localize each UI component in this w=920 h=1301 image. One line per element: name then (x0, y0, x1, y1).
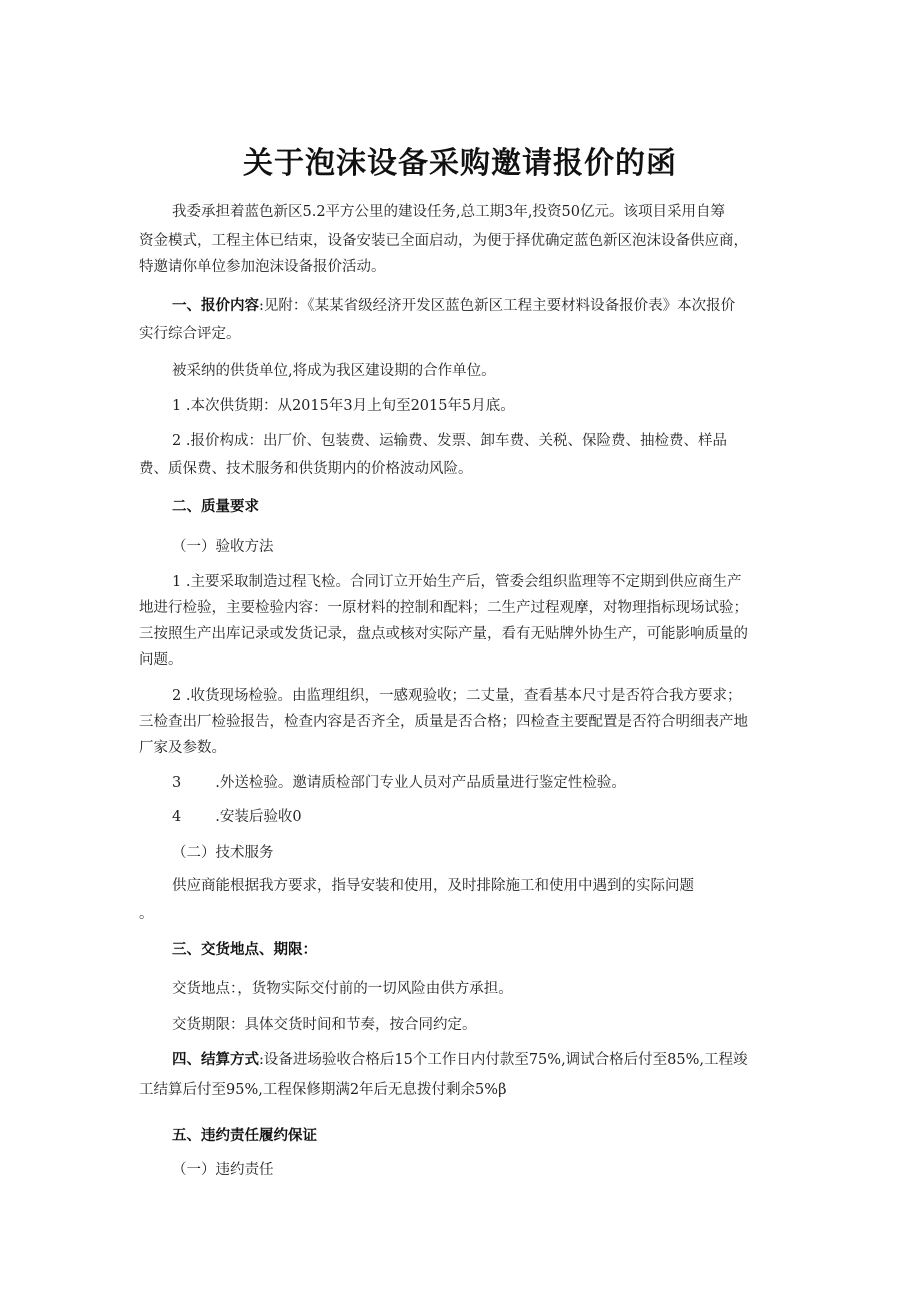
section-5-subheading-1: （一）违约责任 (172, 1162, 274, 1178)
intro-line-1: 我委承担着蓝色新区5.2平方公里的建设任务,总工期3年,投资50亿元。该项目采用自筹 (172, 204, 725, 220)
section-2-item-3-number: 3 (172, 775, 182, 791)
section-3-place: 交货地点：，货物实际交付前的一切风险由供方承担。 (172, 981, 513, 997)
section-2-item-4-number: 4 (172, 809, 182, 825)
section-3-period: 交货期限：具体交货时间和节奏，按合同约定。 (172, 1017, 477, 1033)
section-2-tech-line-1: 供应商能根据我方要求，指导安装和使用，及时排除施工和使用中遇到的实际问题 (172, 878, 694, 894)
section-1-item-1: 1 .本次供货期：从2015年3月上旬至2015年5月底。 (172, 398, 515, 414)
section-2-tech-line-2: 。 (139, 906, 154, 922)
section-4-line-1 (172, 1050, 792, 1070)
section-2-heading: 二、质量要求 (172, 499, 259, 515)
section-1-text: :见附：《某某省级经济开发区蓝色新区工程主要材料设备报价表》本次报价 (259, 298, 736, 314)
section-2-item-1-line-2: 地进行检验，主要检验内容：一原材料的控制和配料；二生产过程观摩，对物理指标现场试验； (139, 600, 748, 616)
document-title: 关于泡沫设备采购邀请报价的函 (243, 146, 677, 181)
section-5-heading: 五、违约责任履约保证 (172, 1128, 317, 1144)
section-3-heading: 三、交货地点、期限： (172, 942, 317, 958)
section-4-text: :设备进场验收合格后15个工作日内付款至75%,调试合格后付至85%,工程竣 (259, 1052, 748, 1068)
section-2-item-2-line-1: 2 .收货现场检验。由监理组织，一感观验收；二丈量，查看基本尺寸是否符合我方要求； (172, 688, 742, 704)
section-1-line-2: 实行综合评定。 (139, 326, 241, 342)
section-1-item-2-line-2: 费、质保费、技术服务和供货期内的价格波动风险。 (139, 461, 473, 477)
section-2-subheading-2: （二）技术服务 (172, 845, 274, 861)
section-2-item-1-line-4: 问题。 (139, 652, 183, 668)
section-2-item-3 (172, 773, 792, 793)
section-1-item-2-line-1: 2 .报价构成：出厂价、包装费、运输费、发票、卸车费、关税、保险费、抽检费、样品 (172, 433, 727, 449)
section-4-label: 四、结算方式 (172, 1052, 259, 1068)
section-2-item-1-line-1: 1 .主要采取制造过程飞检。合同订立开始生产后，管委会组织监理等不定期到供应商生产 (172, 574, 742, 590)
section-1-paragraph-2: 被采纳的供货单位,将成为我区建设期的合作单位。 (172, 363, 496, 379)
section-2-item-2-line-2: 三检查出厂检验报告，检查内容是否齐全，质量是否合格；四检查主要配置是否符合明细表产地 (139, 714, 748, 730)
section-2-item-1-line-3: 三按照生产出库记录或发货记录，盘点或核对实际产量，看有无贴牌外协生产，可能影响质量的 (139, 626, 748, 642)
section-2-item-4-text: .安装后验收0 (215, 809, 302, 825)
section-4-line-2: 工结算后付至95%,工程保修期满2年后无息拨付剩余5%β (139, 1082, 507, 1098)
section-1-label: 一、报价内容 (172, 298, 259, 314)
section-2-item-3-text: .外送检验。邀请质检部门专业人员对产品质量进行鉴定性检验。 (215, 775, 626, 791)
section-2-item-2-line-3: 厂家及参数。 (139, 740, 226, 756)
intro-line-2: 资金模式，工程主体已结束，设备安装已全面启动，为便于择优确定蓝色新区泡沫设备供应商， (139, 233, 748, 249)
section-1-line-1 (172, 296, 792, 316)
section-2-item-4 (172, 807, 792, 827)
section-2-subheading-1: （一）验收方法 (172, 539, 274, 555)
intro-line-3: 特邀请你单位参加泡沫设备报价活动。 (139, 259, 386, 275)
